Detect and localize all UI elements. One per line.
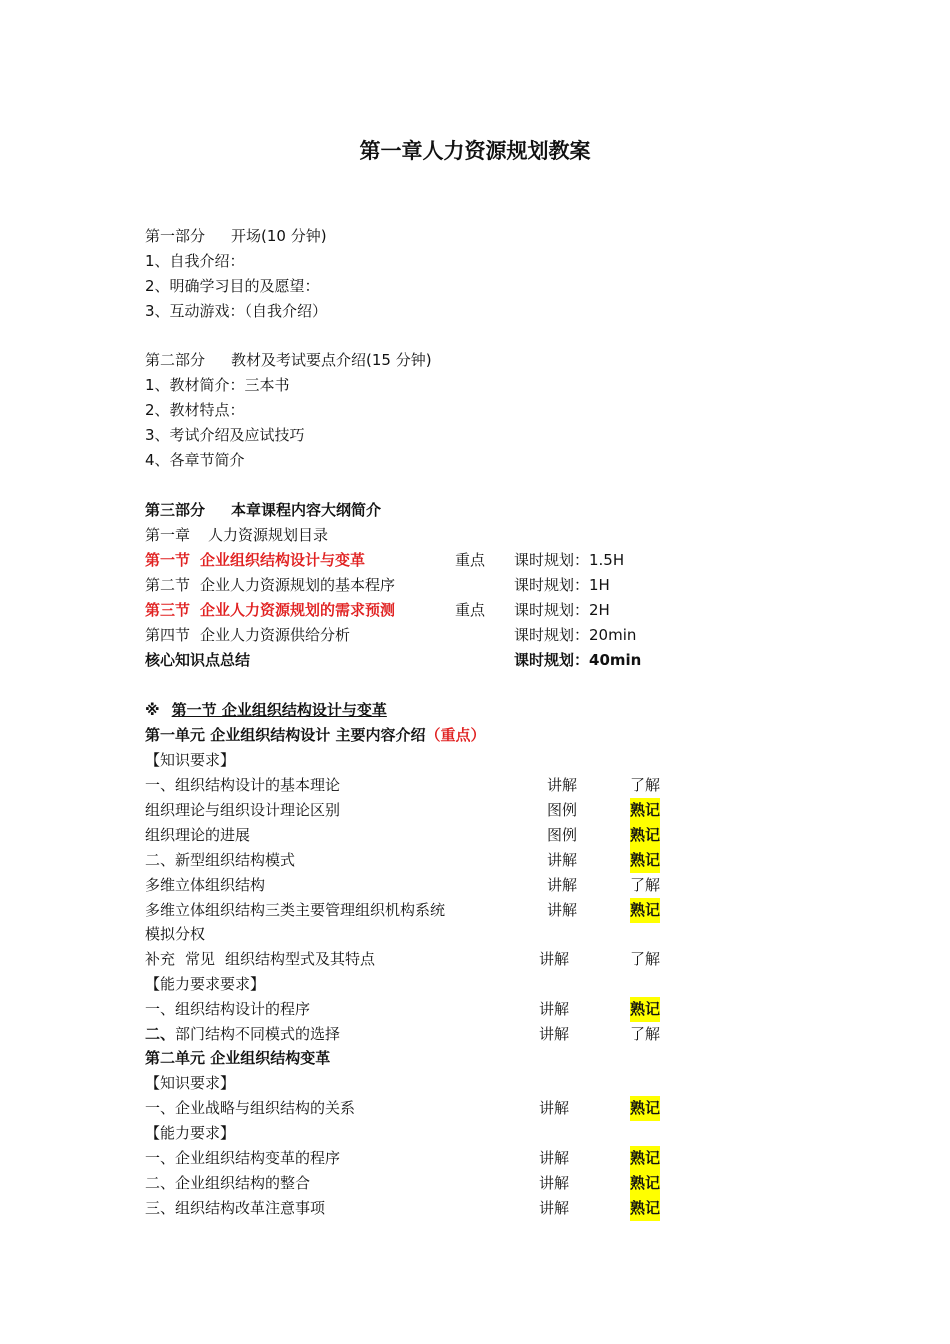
- requirement-item: 一、企业战略与组织结构的关系: [145, 1099, 356, 1117]
- reference-mark-icon: ※: [145, 701, 160, 719]
- teaching-method: 讲解: [539, 1199, 570, 1217]
- supplement-item: [145, 947, 375, 972]
- outline-section-name: 企业人力资源规划的基本程序: [200, 576, 396, 594]
- unit1-title: 第一单元 企业组织结构设计 主要内容介绍: [145, 726, 426, 744]
- requirement-item: 多维立体组织结构三类主要管理组织机构系统: [145, 901, 446, 919]
- outline-row: [145, 548, 365, 573]
- mastery-level: 熟记: [630, 997, 660, 1022]
- teaching-method: 讲解: [539, 1000, 570, 1018]
- part2-heading-title: 教材及考试要点介绍(15 分钟): [231, 351, 432, 369]
- mastery-level: 熟记: [630, 1096, 660, 1121]
- requirement-item: [145, 1022, 340, 1047]
- hours-plan: 课时规划：2H: [514, 601, 610, 619]
- section1-heading: [145, 698, 387, 723]
- outline-section-name: 企业人力资源供给分析: [200, 626, 351, 644]
- requirement-item: 组织理论的进展: [145, 826, 251, 844]
- unit2-title: 第二单元 企业组织结构变革: [145, 1049, 331, 1067]
- teaching-method: 讲解: [547, 851, 578, 869]
- supplement-common: 常见: [185, 950, 216, 968]
- outline-chapter-number: 第一章: [145, 526, 191, 544]
- key-point-label: 重点: [455, 551, 486, 569]
- requirement-text: 部门结构不同模式的选择: [175, 1025, 341, 1043]
- teaching-method: 讲解: [547, 876, 578, 894]
- part2-heading: [145, 348, 432, 373]
- outline-section-name: 企业人力资源规划的需求预测: [200, 601, 396, 619]
- mastery-level: 了解: [630, 876, 661, 894]
- outline-section: 第三节: [145, 601, 191, 619]
- teaching-method: 讲解: [547, 901, 578, 919]
- part1-heading: [145, 224, 327, 249]
- part2-item: 3、考试介绍及应试技巧: [145, 426, 305, 444]
- teaching-method: 讲解: [539, 1099, 570, 1117]
- teaching-method: 讲解: [547, 776, 578, 794]
- mastery-level: 熟记: [630, 1146, 660, 1171]
- part3-heading-label: 第三部分: [145, 501, 206, 519]
- part1-heading-label: 第一部分: [145, 227, 206, 245]
- mastery-level: 了解: [630, 950, 661, 968]
- hours-plan: 课时规划：1.5H: [514, 551, 625, 569]
- requirement-item: 一、组织结构设计的程序: [145, 1000, 311, 1018]
- requirement-item: 多维立体组织结构: [145, 876, 266, 894]
- outline-row: [145, 573, 395, 598]
- teaching-method: 讲解: [539, 1025, 570, 1043]
- summary-label: 核心知识点总结: [145, 651, 251, 669]
- part3-heading-title: 本章课程内容大纲简介: [231, 501, 382, 519]
- part1-item: 1、自我介绍：: [145, 252, 245, 270]
- requirement-item: 一、企业组织结构变革的程序: [145, 1149, 341, 1167]
- requirement-item: 模拟分权: [145, 925, 206, 943]
- knowledge-label: 【知识要求】: [145, 751, 236, 769]
- part2-heading-label: 第二部分: [145, 351, 206, 369]
- mastery-level: 熟记: [630, 1171, 660, 1196]
- mastery-level: 熟记: [630, 898, 660, 923]
- teaching-method: 讲解: [539, 1174, 570, 1192]
- mastery-level: 熟记: [630, 848, 660, 873]
- teaching-method: 图例: [547, 801, 578, 819]
- supplement-topic: 组织结构型式及其特点: [225, 950, 376, 968]
- outline-section-name: 企业组织结构设计与变革: [200, 551, 366, 569]
- supplement-label: 补充: [145, 950, 176, 968]
- hours-plan: 课时规划：20min: [514, 626, 637, 644]
- key-point-label: 重点: [455, 601, 486, 619]
- summary-hours-plan: 课时规划：40min: [514, 651, 642, 669]
- part1-item: 2、明确学习目的及愿望：: [145, 277, 320, 295]
- mastery-level: 了解: [630, 1025, 661, 1043]
- section1-title: 第一节 企业组织结构设计与变革: [171, 701, 387, 719]
- unit1-heading: [145, 723, 485, 748]
- outline-chapter: [145, 523, 328, 548]
- requirement-prefix: 二、: [145, 1025, 176, 1043]
- requirement-item: 组织理论与组织设计理论区别: [145, 801, 341, 819]
- part2-item: 4、各章节简介: [145, 451, 245, 469]
- unit1-key-label: （重点）: [425, 726, 486, 744]
- requirement-item: 一、组织结构设计的基本理论: [145, 776, 341, 794]
- outline-section: 第一节: [145, 551, 191, 569]
- mastery-level: 熟记: [630, 823, 660, 848]
- part3-heading: [145, 498, 381, 523]
- outline-section: 第四节: [145, 626, 191, 644]
- outline-row: [145, 623, 350, 648]
- part2-item: 1、教材简介：三本书: [145, 376, 290, 394]
- outline-section: 第二节: [145, 576, 191, 594]
- teaching-method: 讲解: [539, 1149, 570, 1167]
- page-title: 第一章人力资源规划教案: [359, 139, 591, 163]
- mastery-level: 了解: [630, 776, 661, 794]
- requirement-item: 二、新型组织结构模式: [145, 851, 296, 869]
- part1-heading-title: 开场(10 分钟): [231, 227, 327, 245]
- mastery-level: 熟记: [630, 1196, 660, 1221]
- part2-item: 2、教材特点：: [145, 401, 245, 419]
- requirement-item: 三、组织结构改革注意事项: [145, 1199, 326, 1217]
- part1-item: 3、互动游戏：（自我介绍）: [145, 302, 328, 320]
- outline-row: [145, 598, 395, 623]
- ability-label: 【能力要求要求】: [145, 975, 266, 993]
- hours-plan: 课时规划：1H: [514, 576, 610, 594]
- knowledge-label: 【知识要求】: [145, 1074, 236, 1092]
- outline-chapter-title: 人力资源规划目录: [208, 526, 329, 544]
- teaching-method: 讲解: [539, 950, 570, 968]
- ability-label: 【能力要求】: [145, 1124, 236, 1142]
- mastery-level: 熟记: [630, 798, 660, 823]
- requirement-item: 二、企业组织结构的整合: [145, 1174, 311, 1192]
- teaching-method: 图例: [547, 826, 578, 844]
